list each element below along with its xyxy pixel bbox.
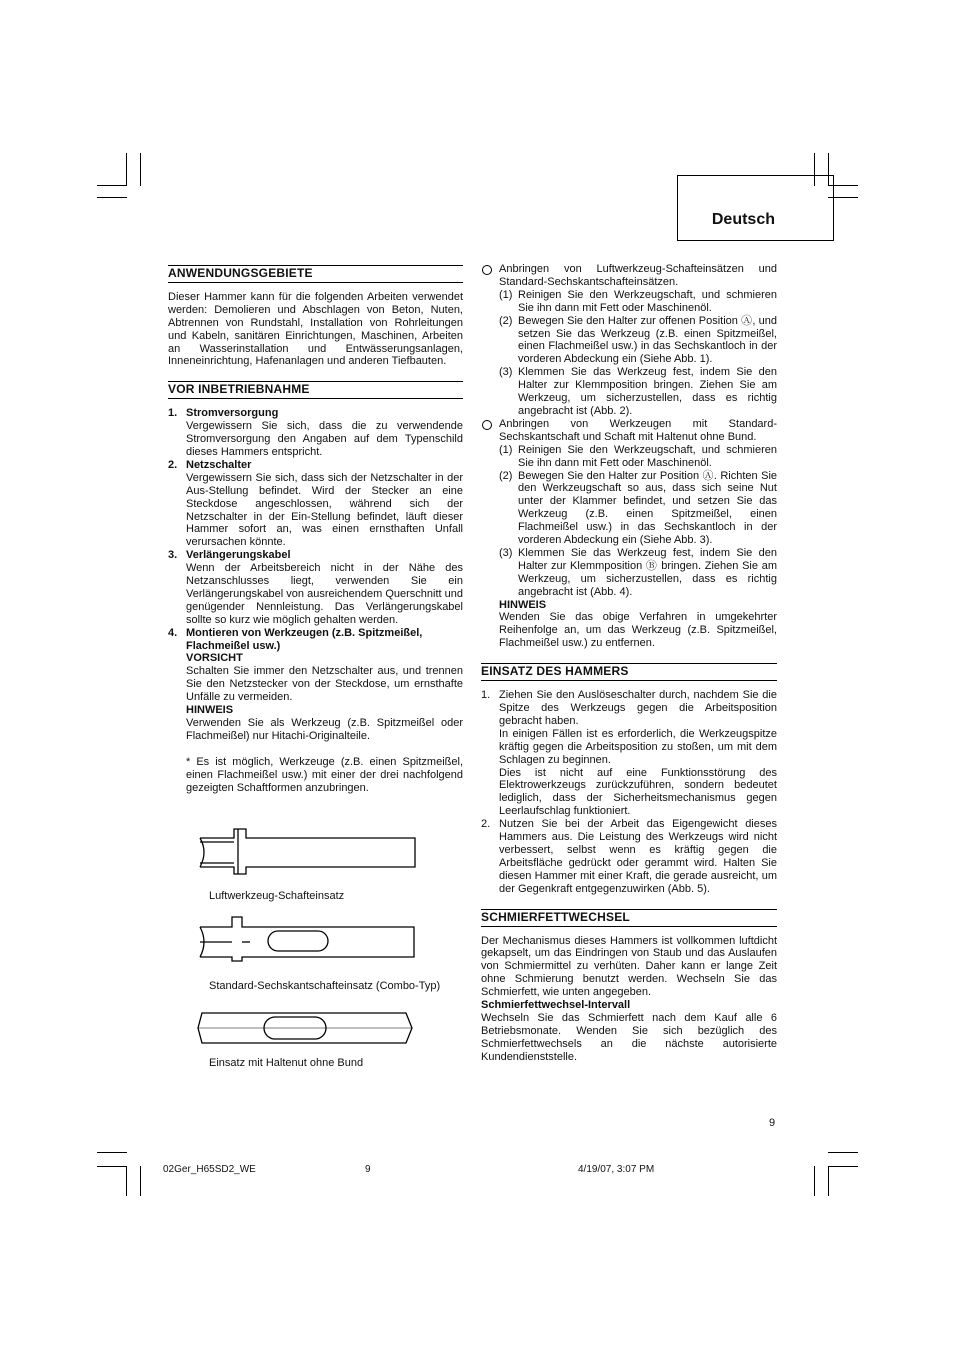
schmier-text: Der Mechanismus dieses Hammers ist vollkommen luftdicht gekapselt, um das Eindringen von Staub und das Auslaufen von Schmiermittel zu verhüten. Daher kann er lange Zeit ohne Schmierung benutzt werden. Wechseln Sie das Schmierfett, wie unten angegeben. — [481, 934, 777, 999]
item-title: Verlängerungskabel — [186, 549, 291, 562]
crop-mark — [126, 153, 127, 186]
list-item: 4. Montieren von Werkzeugen (z.B. Spitzmeißel, Flachmeißel usw.) VORSICHT Schalten Sie immer den Netzschalter aus, und trennen Sie den Netzstecker von der Steckdose, um ernsthafte Unfälle zu vermeiden. HINWEIS Verwenden Sie als Werkzeug (z.B. Spitzmeißel oder Flachmeißel) nur Hitachi-Originalteile. — [168, 626, 463, 742]
vorsicht-label: VORSICHT — [186, 652, 243, 665]
shaft-drawing-air — [198, 826, 420, 876]
list-item: (2) Bewegen Sie den Halter zur Position Ⓐ. Richten Sie den Werkzeugschaft so aus, dass sich seine Nut unter der Klammer befindet, und setzen Sie das Werkzeug (z.B. einen Spitzmeißel, einen Flachmeißel usw.) in das Sechskantloch in der vorderen Abdeckung ein (Siehe Abb. 3). — [499, 469, 777, 547]
list-item: 1. Ziehen Sie den Auslöseschalter durch, nachdem Sie die Spitze des Werkzeugs gegen die Arbeitsposition gebracht haben. In einigen Fällen ist es erforderlich, die Werkzeugspitze kräftig gegen die Arbeitsposition zu stoßen, um mit dem Schlagen zu beginnen. Dies ist nicht auf eine Funktionsstörung des Elektrowerkzeugs zurückzuführen, sondern bedeutet lediglich, dass der Sicherheitsmechanismus gegen Leerlaufschlag funktioniert. — [481, 689, 777, 818]
list-item: 1. Stromversorgung Vergewissern Sie sich, dass die zu verwendende Stromversorgung den Angaben auf dem Typenschild dieses Hammers entspricht. — [168, 407, 463, 458]
section-heading-vor: VOR INBETRIEBNAHME — [168, 381, 463, 399]
circle-bullet-icon — [482, 265, 492, 275]
language-label: Deutsch — [711, 211, 775, 228]
list-item: 3. Verlängerungskabel Wenn der Arbeitsbereich nicht in der Nähe des Netzanschlusses liegt, verwenden Sie ein Verlängerungskabel von ausreichendem Querschnitt und genügender Nennleistung. Das Verlängerungskabel sollte so kurz wie möglich gehalten werden. — [168, 549, 464, 626]
hinweis-label: HINWEIS — [499, 598, 547, 611]
crop-mark — [97, 1152, 127, 1153]
right-column — [481, 263, 777, 1064]
left-column — [168, 265, 463, 795]
caption-groove: Einsatz mit Haltenut ohne Bund — [209, 1057, 364, 1069]
bullet-hex-shaft: Anbringen von Werkzeugen mit Standard-Sechskantschaft und Schaft mit Haltenut ohne Bund. — [481, 418, 777, 444]
list-item: 2. Netzschalter Vergewissern Sie sich, dass sich der Netzschalter in der Aus-Stellung befindet. Wird der Stecker an eine Steckdose angeschlossen, während sich der Netzschalter in der Ein-Stellung befindet, läuft dieser Hammer sofort an, was einen ernsthaften Unfall verursachen könnte. — [168, 458, 463, 549]
hinweis-text: Wenden Sie das obige Verfahren in umgekehrter Reihenfolge an, um das Werkzeug (z.B. Spitzmeißel, Flachmeißel usw.) zu entfernen. — [499, 611, 777, 650]
crop-mark — [97, 197, 127, 198]
crop-mark — [814, 1166, 815, 1196]
crop-mark — [828, 1166, 829, 1196]
footer-page: 9 — [365, 1164, 371, 1175]
shaft-note: * Es ist möglich, Werkzeuge (z.B. einen Spitzmeißel, einen Flachmeißel usw.) mit einer der drei nachfolgend gezeigten Schaftformen anzubringen. — [186, 755, 463, 794]
hinweis-label: HINWEIS — [186, 704, 234, 717]
crop-mark — [97, 185, 127, 186]
list-item: 2. Nutzen Sie bei der Arbeit das Eigengewicht dieses Hammers aus. Die Leistung des Werkzeugs wird nicht verbessert, selbst wenn es kräftig gegen die Arbeitsfläche gedrückt oder gerammt wird. Halten Sie diesen Hammer mit einer Kraft, die gerade ausreicht, um der Gegenkraft entgegenzuwirken (Abb. 5). — [481, 818, 777, 895]
item-text: Wenn der Arbeitsbereich nicht in der Nähe des Netzanschlusses liegt, verwenden Sie ein Verlängerungskabel von ausreichendem Querschnitt und genügender Nennleistung. Das Verlängerungskabel sollte so kurz wie möglich gehalten werden. — [186, 562, 464, 626]
page-number: 9 — [769, 1117, 776, 1129]
list-item: (2) Bewegen Sie den Halter zur offenen Position Ⓐ, und setzen Sie das Werkzeug (z.B. einen Spitzmeißel, einen Flachmeißel usw.) in das Sechskantloch in der vorderen Abdeckung ein (Siehe Abb. 1). — [499, 314, 777, 366]
item-title: Stromversorgung — [186, 407, 279, 420]
crop-mark — [828, 1166, 858, 1167]
crop-mark — [828, 1152, 858, 1153]
section-heading-einsatz: EINSATZ DES HAMMERS — [481, 663, 777, 681]
hinweis-text: Verwenden Sie als Werkzeug (z.B. Spitzmeißel oder Flachmeißel) nur Hitachi-Originalteile. — [186, 717, 463, 742]
list-item: (1) Reinigen Sie den Werkzeugschaft, und schmieren Sie ihn dann mit Fett oder Maschinenöl. — [499, 288, 777, 314]
vorsicht-text: Schalten Sie immer den Netzschalter aus, und trennen Sie den Netzstecker von der Steckdose, um ernsthafte Unfälle zu vermeiden. — [186, 665, 463, 704]
bullet-air-shaft: Anbringen von Luftwerkzeug-Schafteinsätzen und Standard-Sechskantschafteinsätzen. — [481, 263, 777, 289]
crop-mark — [97, 1166, 127, 1167]
item-title: Netzschalter — [186, 458, 252, 471]
item-title: Montieren von Werkzeugen (z.B. Spitzmeißel, Flachmeißel usw.) — [186, 626, 423, 652]
footer-date: 4/19/07, 3:07 PM — [578, 1164, 655, 1175]
crop-mark — [140, 153, 141, 186]
list-item: (1) Reinigen Sie den Werkzeugschaft, und schmieren Sie ihn dann mit Fett oder Maschinenöl. — [499, 443, 777, 469]
caption-air: Luftwerkzeug-Schafteinsatz — [209, 890, 345, 902]
caption-combo: Standard-Sechskantschafteinsatz (Combo-Typ) — [209, 980, 441, 992]
crop-mark — [126, 1166, 127, 1196]
list-item: (3) Klemmen Sie das Werkzeug fest, indem Sie den Halter zur Klemmposition bringen. Ziehen Sie am Werkzeug, um sicherzustellen, dass es richtig angebracht ist (Abb. 2). — [499, 366, 777, 417]
footer-file: 02Ger_H65SD2_WE — [163, 1164, 256, 1175]
list-item: (3) Klemmen Sie das Werkzeug fest, indem Sie den Halter zur Klemmposition Ⓑ bringen. Ziehen Sie am Werkzeug, um sicherzustellen, dass es richtig angebracht ist (Abb. 4). — [499, 546, 777, 598]
interval-text: Wechseln Sie das Schmierfett nach dem Kauf alle 6 Betriebsmonate. Wenden Sie sich bezüglich des Schmierfettwechsels an die nächste autorisierte Kundendienststelle. — [481, 1011, 777, 1063]
section-heading-schmier: SCHMIERFETTWECHSEL — [481, 909, 777, 927]
item-text: Vergewissern Sie sich, dass sich der Netzschalter in der Aus-Stellung befindet. Wird der Stecker an eine Steckdose angeschlossen, während sich der Netzschalter in der Ein-Stellung befindet, läuft dieser Hammer sofort an, was einen ernsthaften Unfall verursachen könnte. — [186, 471, 463, 549]
shaft-drawing-groove — [196, 1008, 418, 1048]
anwendung-text: Dieser Hammer kann für die folgenden Arbeiten verwendet werden: Demolieren und Abschlagen von Beton, Nuten, Abtrennen von Rundstahl, Installation von Rohrleitungen und Kabeln, sanitären Einrichtungen, Maschinen, Arbeiten an Wasserinstallation und Entwässerungsanlagen, Inneneinrichtung, Hafenanlagen und anderen Tiefbauten. — [168, 290, 463, 368]
circle-bullet-icon — [482, 420, 492, 430]
shaft-drawing-combo — [198, 913, 420, 963]
crop-mark — [140, 1166, 141, 1196]
language-tab — [677, 175, 834, 241]
interval-label: Schmierfettwechsel-Intervall — [481, 999, 631, 1012]
section-heading-anwendung: ANWENDUNGSGEBIETE — [168, 265, 463, 283]
item-text: Vergewissern Sie sich, dass die zu verwendende Stromversorgung den Angaben auf dem Typenschild dieses Hammers entspricht. — [186, 420, 463, 458]
